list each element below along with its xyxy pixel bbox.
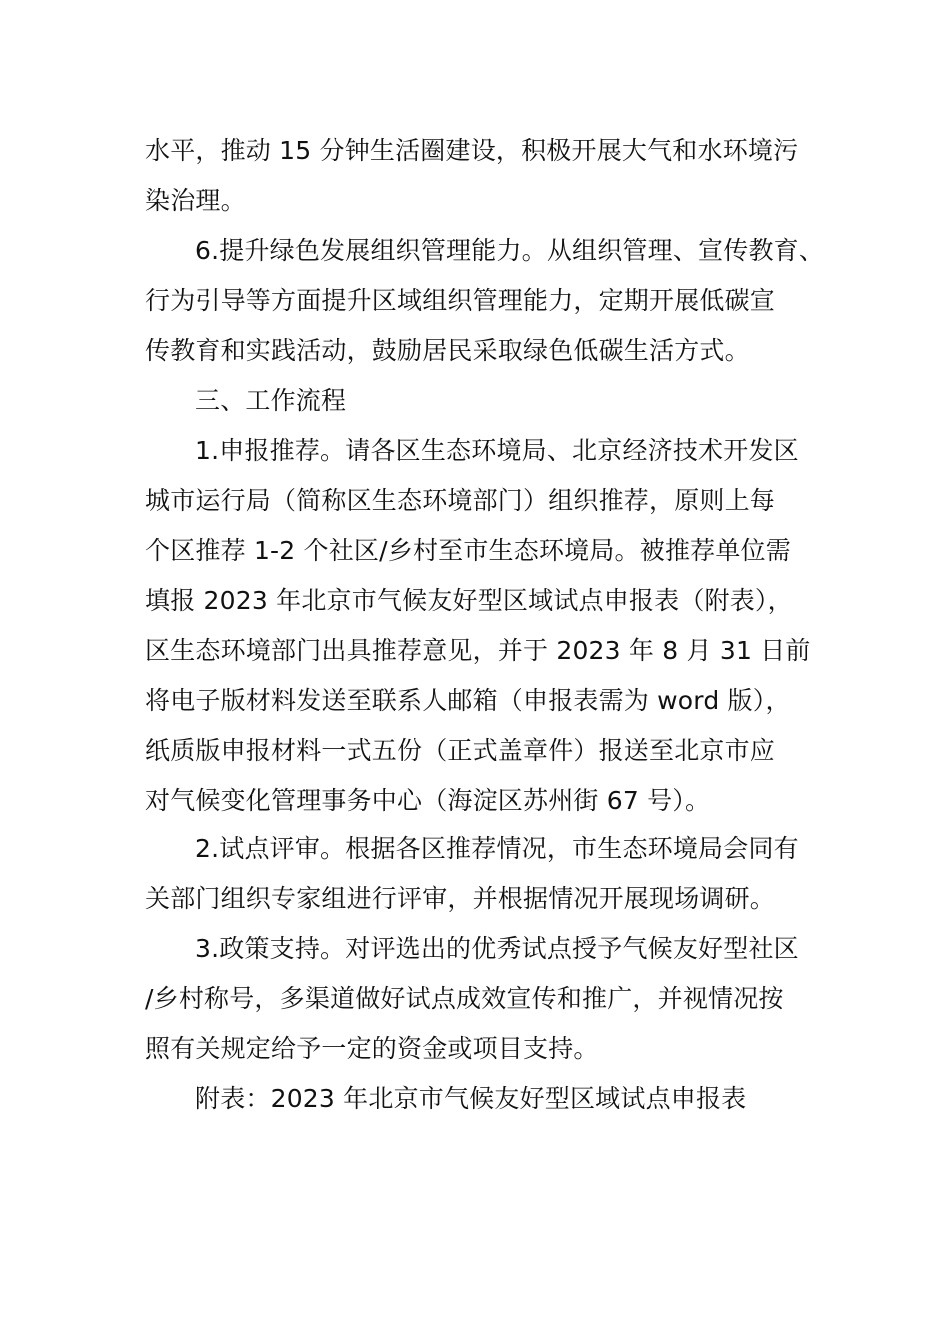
text-line: 水平，推动 15 分钟生活圈建设，积极开展大气和水环境污 — [145, 136, 799, 165]
text-line: 城市运行局（简称区生态环境部门）组织推荐，原则上每 — [145, 486, 776, 515]
text-line: 2.试点评审。根据各区推荐情况，市生态环境局会同有 — [195, 834, 799, 863]
text-line: 关部门组织专家组进行评审，并根据情况开展现场调研。 — [145, 884, 776, 913]
text-line: 填报 2023 年北京市气候友好型区域试点申报表（附表）， — [145, 586, 793, 615]
text-line: 1.申报推荐。请各区生态环境局、北京经济技术开发区 — [195, 436, 799, 465]
text-line: 区生态环境部门出具推荐意见，并于 2023 年 8 月 31 日前 — [145, 636, 811, 665]
text-line: 6.提升绿色发展组织管理能力。从组织管理、宣传教育、 — [195, 236, 825, 265]
text-line: 将电子版材料发送至联系人邮箱（申报表需为 word 版）， — [145, 686, 791, 715]
text-line: 对气候变化管理事务中心（海淀区苏州街 67 号）。 — [145, 786, 711, 815]
attachment-line: 附表：2023 年北京市气候友好型区域试点申报表 — [195, 1084, 747, 1113]
text-line: 行为引导等方面提升区域组织管理能力，定期开展低碳宣 — [145, 286, 776, 315]
text-line: 染治理。 — [145, 186, 246, 215]
text-line: 3.政策支持。对评选出的优秀试点授予气候友好型社区 — [195, 934, 799, 963]
text-line: 个区推荐 1-2 个社区/乡村至市生态环境局。被推荐单位需 — [145, 536, 791, 565]
text-line: 传教育和实践活动，鼓励居民采取绿色低碳生活方式。 — [145, 336, 750, 365]
text-line: 照有关规定给予一定的资金或项目支持。 — [145, 1034, 599, 1063]
section-heading: 三、工作流程 — [195, 386, 347, 415]
text-line: 纸质版申报材料一式五份（正式盖章件）报送至北京市应 — [145, 736, 776, 765]
text-line: /乡村称号，多渠道做好试点成效宣传和推广，并视情况按 — [145, 984, 784, 1013]
